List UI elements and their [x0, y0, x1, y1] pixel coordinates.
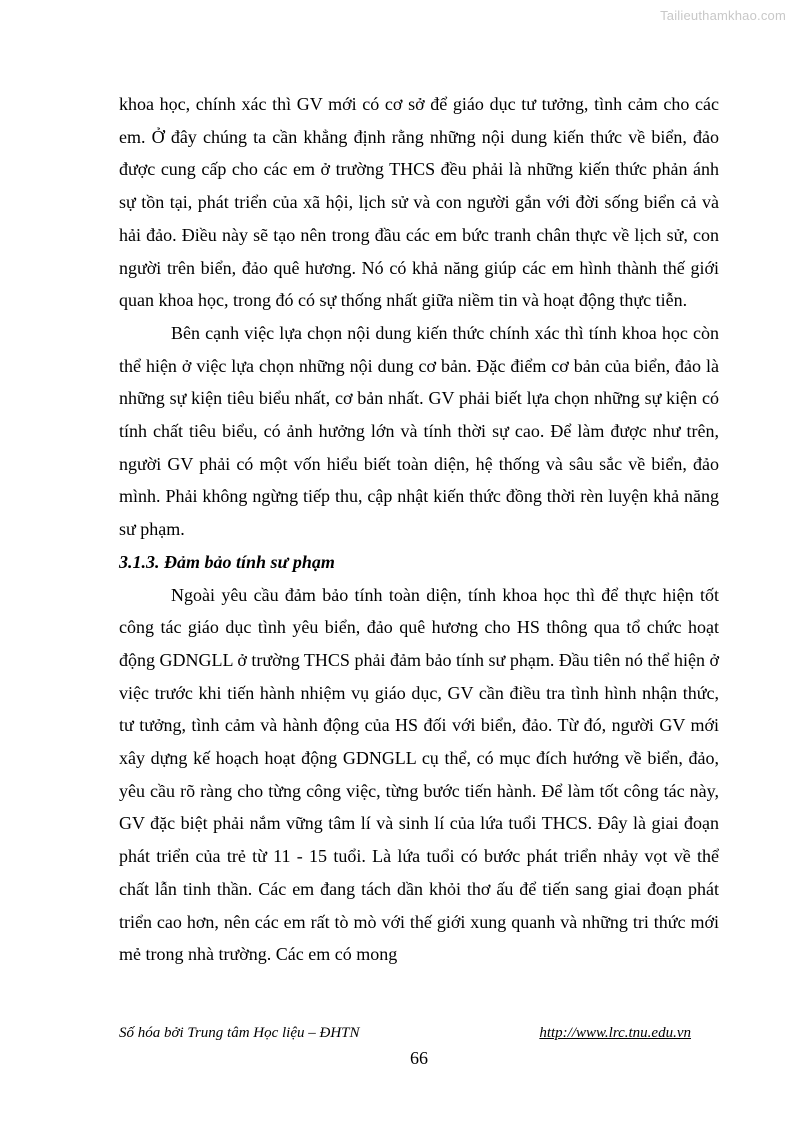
watermark-text: Tailieuthamkhao.com — [660, 8, 786, 23]
page-number: 66 — [410, 1048, 428, 1068]
page-footer — [119, 1025, 691, 1042]
footer-credit: Số hóa bởi Trung tâm Học liệu – ĐHTN — [119, 1025, 360, 1041]
paragraph-2: Bên cạnh việc lựa chọn nội dung kiến thức chính xác thì tính khoa học còn thể hiện ở việc lựa chọn những nội dung cơ bản. Đặc điểm cơ bản của biển, đảo là những sự kiện tiêu biểu nhất, cơ bản nhất. GV phải biết lựa chọn những sự kiện có tính chất tiêu biểu, có ảnh hưởng lớn và tính thời sự cao. Để làm được như trên, người GV phải có một vốn hiểu biết toàn diện, hệ thống và sâu sắc về biển, đảo mình. Phải không ngừng tiếp thu, cập nhật kiến thức đồng thời rèn luyện khả năng sư phạm. — [119, 322, 719, 540]
page-body — [119, 88, 719, 971]
paragraph-1: khoa học, chính xác thì GV mới có cơ sở để giáo dục tư tưởng, tình cảm cho các em. Ở đây chúng ta cần khẳng định rằng những nội dung kiến thức về biển, đảo được cung cấp cho các em ở trường THCS đều phải là những kiến thức phản ánh sự tồn tại, phát triển của xã hội, lịch sử và con người gắn với đời sống biển cả và hải đảo. Điều này sẽ tạo nên trong đầu các em bức tranh chân thực về lịch sử, con người trên biển, đảo quê hương. Nó có khả năng giúp các em hình thành thế giới quan khoa học, trong đó có sự thống nhất giữa niềm tin và hoạt động thực tiễn. — [119, 94, 719, 311]
section-heading: 3.1.3. Đảm bảo tính sư phạm — [119, 551, 335, 572]
paragraph-3: Ngoài yêu cầu đảm bảo tính toàn diện, tính khoa học thì để thực hiện tốt công tác giáo dục tình yêu biển, đảo quê hương cho HS thông qua tổ chức hoạt động GDNGLL ở trường THCS phải đảm bảo tính sư phạm. Đầu tiên nó thể hiện ở việc trước khi tiến hành nhiệm vụ giáo dục, GV cần điều tra tình hình nhận thức, tư tưởng, tình cảm và hành động của HS đối với biển, đảo. Từ đó, người GV mới xây dựng kế hoạch hoạt động GDNGLL cụ thể, có mục đích hướng về biển, đảo, yêu cầu rõ ràng cho từng công việc, từng bước tiến hành. Để làm tốt công tác này, GV đặc biệt phải nắm vững tâm lí và sinh lí của lứa tuổi THCS. Đây là giai đoạn phát triển của trẻ từ 11 - 15 tuổi. Là lứa tuổi có bước phát triển nhảy vọt về thể chất lẫn tinh thần. Các em đang tách dần khỏi thơ ấu để tiến sang giai đoạn phát triển cao hơn, nên các em rất tò mò với thế giới xung quanh và những tri thức mới mẻ trong nhà trường. Các em có mong — [119, 584, 719, 965]
footer-link[interactable]: http://www.lrc.tnu.edu.vn — [539, 1025, 691, 1041]
